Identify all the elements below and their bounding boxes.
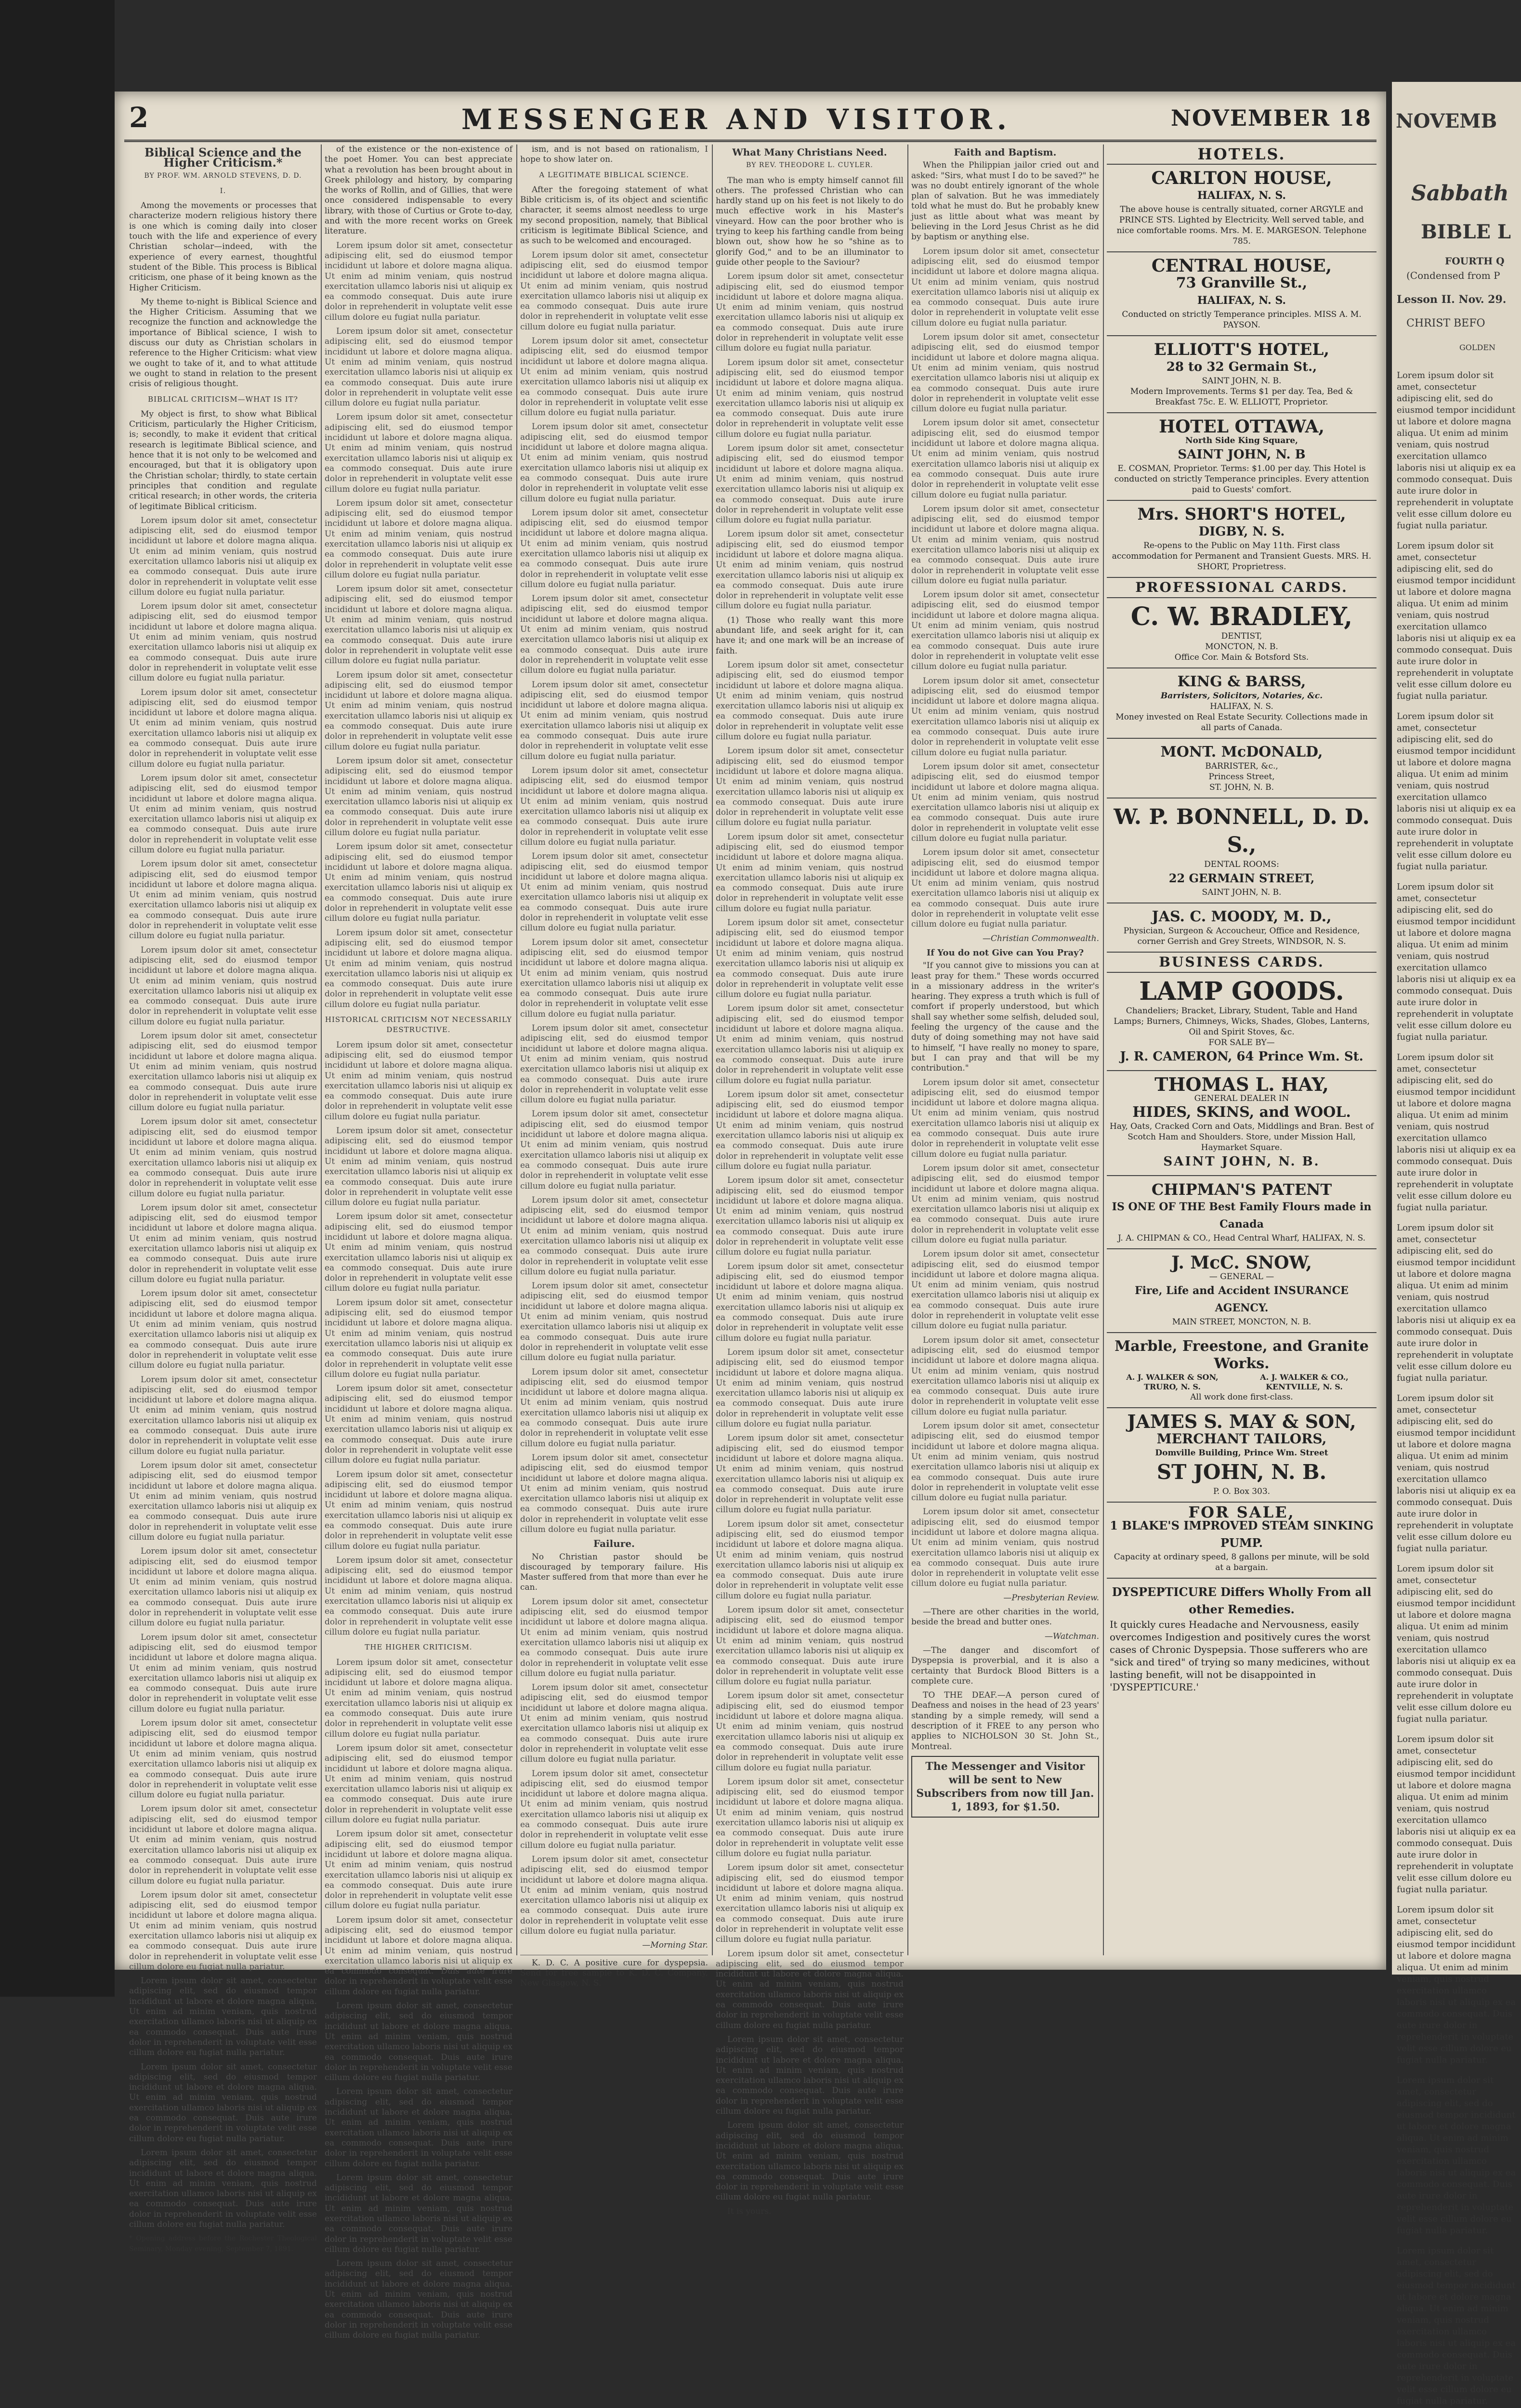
ad-subtitle: 1 BLAKE'S IMPROVED STEAM SINKING PUMP. xyxy=(1110,1518,1374,1550)
article-headline: Faith and Baptism. xyxy=(954,146,1057,158)
ad-address: 73 Granville St., xyxy=(1176,275,1308,291)
section-header: PROFESSIONAL CARDS. xyxy=(1135,579,1348,595)
column-rule xyxy=(516,144,517,1955)
ad-text: Hay, Oats, Cracked Corn and Oats, Middlings and Bran. Best of Scotch Ham and Shoulders. Store, under Mission Hall, Haymarket Square. xyxy=(1110,1122,1374,1152)
ad-title: W. P. BONNELL, D. D. S., xyxy=(1114,805,1370,857)
next-page-subheading: FOURTH Q xyxy=(1445,255,1505,267)
ad-locations xyxy=(1110,1373,1374,1392)
ad-title: LAMP GOODS. xyxy=(1139,977,1344,1006)
body-text: Lorem ipsum dolor sit amet, consectetur adipiscing elit, sed do eiusmod tempor incididunt ut labore et dolore magna aliqua. Ut enim ad minim veniam, quis nostrud exercitation ullamco laboris nisi ut aliquip ex ea commodo consequat. Duis aute irure dolor in reprehenderit in voluptate velit esse cillum dolore eu fugiat nulla pariatur. Lorem ipsum dolor sit amet, consectetur adipiscing elit, sed do eiusmod tempor incididunt ut labore et dolore magna aliqua. Ut enim ad minim veniam, quis nostrud exercitation ullamco laboris nisi ut aliquip ex ea commodo consequat. Duis aute irure dolor in reprehenderit in voluptate velit esse cillum dolore eu fugiat nulla pariatur. Lorem ipsum dolor sit amet, consectetur adipiscing elit, sed do eiusmod tempor incididunt ut labore et dolore magna aliqua. Ut enim ad minim veniam, quis nostrud exercitation ullamco laboris nisi ut aliquip ex ea commodo consequat. Duis aute irure dolor in reprehenderit in voluptate velit esse cillum dolore eu fugiat nulla pariatur. Lorem ipsum dolor sit amet, consectetur adipiscing elit, sed do eiusmod tempor incididunt ut labore et dolore magna aliqua. Ut enim ad minim veniam, quis nostrud exercitation ullamco laboris nisi ut aliquip ex ea commodo consequat. Duis aute irure dolor in reprehenderit in voluptate velit esse cillum dolore eu fugiat nulla pariatur. Lorem ipsum dolor sit amet, consectetur adipiscing elit, sed do eiusmod tempor incididunt ut labore et dolore magna aliqua. Ut enim ad minim veniam, quis nostrud exercitation ullamco laboris nisi ut aliquip ex ea commodo consequat. Duis aute irure dolor in reprehenderit in voluptate velit esse cillum dolore eu fugiat nulla pariatur. Lorem ipsum dolor sit amet, consectetur adipiscing elit, sed do eiusmod tempor incididunt ut labore et dolore magna aliqua. Ut enim ad minim veniam, quis nostrud exercitation ullamco laboris nisi ut aliquip ex ea commodo consequat. Duis aute irure dolor in reprehenderit in voluptate velit esse cillum dolore eu fugiat nulla pariatur. Lorem ipsum dolor sit amet, consectetur adipiscing elit, sed do eiusmod tempor incididunt ut labore et dolore magna aliqua. Ut enim ad minim veniam, quis nostrud exercitation ullamco laboris nisi ut aliquip ex ea commodo consequat. Duis aute irure dolor in reprehenderit in voluptate velit esse cillum dolore eu fugiat nulla pariatur. Lorem ipsum dolor sit amet, consectetur adipiscing elit, sed do eiusmod tempor incididunt ut labore et dolore magna aliqua. Ut enim ad minim veniam, quis nostrud exercitation ullamco laboris nisi ut aliquip ex ea commodo consequat. Duis aute irure dolor in reprehenderit in voluptate velit esse cillum dolore eu fugiat nulla pariatur. xyxy=(911,246,1099,929)
ad-wp-bonnell xyxy=(1107,798,1377,903)
ad-location: HALIFAX, N. S. xyxy=(1210,702,1273,711)
ad-subtitle: MERCHANT TAILORS, xyxy=(1156,1431,1327,1447)
issue-date: NOVEMBER 18 xyxy=(1170,105,1372,131)
next-page-header: NOVEMB xyxy=(1396,110,1497,132)
ad-address: 22 GERMAIN STREET, xyxy=(1168,871,1315,885)
ad-text: Re-opens to the Public on May 11th. First class accommodation for Permanent and Transient Guests. MRS. H. SHORT, Proprietress. xyxy=(1112,541,1372,572)
article-headline: Failure. xyxy=(593,1538,635,1550)
ad-location: MAIN STREET, MONCTON, N. B. xyxy=(1172,1317,1311,1327)
credit: —Morning Star. xyxy=(642,1940,708,1950)
paragraph: TO THE DEAF.—A person cured of Deafness and noises in the head of 23 years' standing by a simple remedy, will send a description of it FREE to any person who applies to NICHOLSON 30 St. John St., Montreal. xyxy=(911,1690,1099,1752)
paragraph: of the existence or the non-existence of the poet Homer. You can best appreciate what a revolution has been brought about in Greek philology and history, by comparing the works of Rollin, and of Gillies, that were once considered indispensable to every library, with those of Curtius or Grote to-day, and with the more recent works on Greek literature. xyxy=(325,144,512,236)
ad-title: Mrs. SHORT'S HOTEL, xyxy=(1137,505,1346,524)
ad-chipmans-patent xyxy=(1107,1176,1377,1249)
ad-text: It quickly cures Headache and Nervousness, easily overcomes Indigestion and positively cures the worst cases of Chronic Dyspepsia. Those sufferers who are "sick and tired" of trying so many medicines, without lasting benefit, will not be disappointed in 'DYSPEPTICURE.' xyxy=(1110,1619,1371,1693)
ad-hotel-ottawa xyxy=(1107,413,1377,501)
article-headline: What Many Christians Need. xyxy=(732,146,887,158)
paragraph: Among the movements or processes that characterize modern religious history there is one which is coming daily into closer touch with the life and experience of every Christian scholar—indeed, with the experience of every earnest, thoughtful student of the Bible. This process is Biblical criticism, one phase of it being known as the Higher Criticism. xyxy=(129,201,317,293)
ad-address: Domville Building, Prince Wm. Street xyxy=(1155,1448,1328,1458)
credit: —Watchman. xyxy=(1044,1631,1099,1641)
ad-elliotts-hotel xyxy=(1107,336,1377,413)
ad-lamp-goods xyxy=(1107,973,1377,1071)
ad-text: E. COSMAN, Proprietor. Terms: $1.00 per day. This Hotel is conducted on strictly Temperance principles. Every attention paid to Guests' comfort. xyxy=(1114,464,1369,495)
column-2 xyxy=(325,144,512,2341)
page-number: 2 xyxy=(129,101,149,134)
ad-title: JAMES S. MAY & SON, xyxy=(1127,1411,1356,1432)
column-rule xyxy=(907,144,908,1955)
body-text: Lorem ipsum dolor sit amet, consectetur adipiscing elit, sed do eiusmod tempor incididunt ut labore et dolore magna aliqua. Ut enim ad minim veniam, quis nostrud exercitation ullamco laboris nisi ut aliquip ex ea commodo consequat. Duis aute irure dolor in reprehenderit in voluptate velit esse cillum dolore eu fugiat nulla pariatur. Lorem ipsum dolor sit amet, consectetur adipiscing elit, sed do eiusmod tempor incididunt ut labore et dolore magna aliqua. Ut enim ad minim veniam, quis nostrud exercitation ullamco laboris nisi ut aliquip ex ea commodo consequat. Duis aute irure dolor in reprehenderit in voluptate velit esse cillum dolore eu fugiat nulla pariatur. Lorem ipsum dolor sit amet, consectetur adipiscing elit, sed do eiusmod tempor incididunt ut labore et dolore magna aliqua. Ut enim ad minim veniam, quis nostrud exercitation ullamco laboris nisi ut aliquip ex ea commodo consequat. Duis aute irure dolor in reprehenderit in voluptate velit esse cillum dolore eu fugiat nulla pariatur. Lorem ipsum dolor sit amet, consectetur adipiscing elit, sed do eiusmod tempor incididunt ut labore et dolore magna aliqua. Ut enim ad minim veniam, quis nostrud exercitation ullamco laboris nisi ut aliquip ex ea commodo consequat. Duis aute irure dolor in reprehenderit in voluptate velit esse cillum dolore eu fugiat nulla pariatur. Lorem ipsum dolor sit amet, consectetur adipiscing elit, sed do eiusmod tempor incididunt ut labore et dolore magna aliqua. Ut enim ad minim veniam, quis nostrud exercitation ullamco laboris nisi ut aliquip ex ea commodo consequat. Duis aute irure dolor in reprehenderit in voluptate velit esse cillum dolore eu fugiat nulla pariatur. Lorem ipsum dolor sit amet, consectetur adipiscing elit, sed do eiusmod tempor incididunt ut labore et dolore magna aliqua. Ut enim ad minim veniam, quis nostrud exercitation ullamco laboris nisi ut aliquip ex ea commodo consequat. Duis aute irure dolor in reprehenderit in voluptate velit esse cillum dolore eu fugiat nulla pariatur. Lorem ipsum dolor sit amet, consectetur adipiscing elit, sed do eiusmod tempor incididunt ut labore et dolore magna aliqua. Ut enim ad minim veniam, quis nostrud exercitation ullamco laboris nisi ut aliquip ex ea commodo consequat. Duis aute irure dolor in reprehenderit in voluptate velit esse cillum dolore eu fugiat nulla pariatur. Lorem ipsum dolor sit amet, consectetur adipiscing elit, sed do eiusmod tempor incididunt ut labore et dolore magna aliqua. Ut enim ad minim veniam, quis nostrud exercitation ullamco laboris nisi ut aliquip ex ea commodo consequat. Duis aute irure dolor in reprehenderit in voluptate velit esse cillum dolore eu fugiat nulla pariatur. Lorem ipsum dolor sit amet, consectetur adipiscing elit, sed do eiusmod tempor incididunt ut labore et dolore magna aliqua. Ut enim ad minim veniam, quis nostrud exercitation ullamco laboris nisi ut aliquip ex ea commodo consequat. Duis aute irure dolor in reprehenderit in voluptate velit esse cillum dolore eu fugiat nulla pariatur. xyxy=(325,240,512,1009)
next-page-text: Lorem ipsum dolor sit amet, consectetur adipiscing elit, sed do eiusmod tempor incididunt ut labore et dolore magna aliqua. Ut enim ad minim veniam, quis nostrud exercitation ullamco laboris nisi ut aliquip ex ea commodo consequat. Duis aute irure dolor in reprehenderit in voluptate velit esse cillum dolore eu fugiat nulla pariatur. Lorem ipsum dolor sit amet, consectetur adipiscing elit, sed do eiusmod tempor incididunt ut labore et dolore magna aliqua. Ut enim ad minim veniam, quis nostrud exercitation ullamco laboris nisi ut aliquip ex ea commodo consequat. Duis aute irure dolor in reprehenderit in voluptate velit esse cillum dolore eu fugiat nulla pariatur. Lorem ipsum dolor sit amet, consectetur adipiscing elit, sed do eiusmod tempor incididunt ut labore et dolore magna aliqua. Ut enim ad minim veniam, quis nostrud exercitation ullamco laboris nisi ut aliquip ex ea commodo consequat. Duis aute irure dolor in reprehenderit in voluptate velit esse cillum dolore eu fugiat nulla pariatur. Lorem ipsum dolor sit amet, consectetur adipiscing elit, sed do eiusmod tempor incididunt ut labore et dolore magna aliqua. Ut enim ad minim veniam, quis nostrud exercitation ullamco laboris nisi ut aliquip ex ea commodo consequat. Duis aute irure dolor in reprehenderit in voluptate velit esse cillum dolore eu fugiat nulla pariatur. Lorem ipsum dolor sit amet, consectetur adipiscing elit, sed do eiusmod tempor incididunt ut labore et dolore magna aliqua. Ut enim ad minim veniam, quis nostrud exercitation ullamco laboris nisi ut aliquip ex ea commodo consequat. Duis aute irure dolor in reprehenderit in voluptate velit esse cillum dolore eu fugiat nulla pariatur. Lorem ipsum dolor sit amet, consectetur adipiscing elit, sed do eiusmod tempor incididunt ut labore et dolore magna aliqua. Ut enim ad minim veniam, quis nostrud exercitation ullamco laboris nisi ut aliquip ex ea commodo consequat. Duis aute irure dolor in reprehenderit in voluptate velit esse cillum dolore eu fugiat nulla pariatur. Lorem ipsum dolor sit amet, consectetur adipiscing elit, sed do eiusmod tempor incididunt ut labore et dolore magna aliqua. Ut enim ad minim veniam, quis nostrud exercitation ullamco laboris nisi ut aliquip ex ea commodo consequat. Duis aute irure dolor in reprehenderit in voluptate velit esse cillum dolore eu fugiat nulla pariatur. Lorem ipsum dolor sit amet, consectetur adipiscing elit, sed do eiusmod tempor incididunt ut labore et dolore magna aliqua. Ut enim ad minim veniam, quis nostrud exercitation ullamco laboris nisi ut aliquip ex ea commodo consequat. Duis aute irure dolor in reprehenderit in voluptate velit esse cillum dolore eu fugiat nulla pariatur. Lorem ipsum dolor sit amet, consectetur adipiscing elit, sed do eiusmod tempor incididunt ut labore et dolore magna aliqua. Ut enim ad minim veniam, quis nostrud exercitation ullamco laboris nisi ut aliquip ex ea commodo consequat. Duis aute irure dolor in reprehenderit in voluptate velit esse cillum dolore eu fugiat nulla pariatur. Lorem ipsum dolor sit amet, consectetur adipiscing elit, sed do eiusmod tempor incididunt ut labore et dolore magna aliqua. Ut enim ad minim veniam, quis nostrud exercitation ullamco laboris nisi ut aliquip ex ea commodo consequat. Duis aute irure dolor in reprehenderit in voluptate velit esse cillum dolore eu fugiat nulla pariatur. Lorem ipsum dolor sit amet, consectetur adipiscing elit, sed do eiusmod tempor incididunt ut labore et dolore magna aliqua. Ut enim ad minim veniam, quis nostrud exercitation ullamco laboris nisi ut aliquip ex ea commodo consequat. Duis aute irure dolor in reprehenderit in voluptate velit esse cillum dolore eu fugiat nulla pariatur. Lorem ipsum dolor sit amet, consectetur adipiscing elit, sed do eiusmod tempor incididunt ut labore et dolore magna aliqua. Ut enim ad minim veniam, quis nostrud exercitation ullamco laboris nisi ut aliquip ex ea commodo consequat. Duis aute irure dolor in reprehenderit in voluptate velit esse cillum dolore eu fugiat nulla pariatur. xyxy=(1397,370,1516,2406)
ad-text: Fire, Life and Accident INSURANCE AGENCY. xyxy=(1135,1284,1349,1314)
column-5 xyxy=(911,144,1099,1955)
ad-cw-bradley xyxy=(1107,598,1377,668)
paragraph: When the Philippian jailor cried out and asked: "Sirs, what must I do to be saved?" he was no doubt entirely ignorant of the whole plan of salvation. But he was immediately told what he must do. But he probably knew just as little about what was meant by believing in the Lord Jesus Christ as he did by baptism or anything else. xyxy=(911,160,1099,242)
next-page-lesson: Lesson II. Nov. 29. xyxy=(1397,293,1507,306)
paragraph: —The danger and discomfort of Dyspepsia is proverbial, and it is also a certainty that Burdock Blood Bitters is a complete cure. xyxy=(911,1645,1099,1686)
paragraph: —There are other charities in the world, beside the bread and butter ones. xyxy=(911,1607,1099,1627)
ad-mont-mcdonald xyxy=(1107,739,1377,798)
column-ads xyxy=(1107,144,1377,1955)
masthead xyxy=(124,101,1377,142)
ad-location: SAINT JOHN, N. B xyxy=(1178,447,1306,462)
ad-james-may xyxy=(1107,1408,1377,1503)
section-header: HOTELS. xyxy=(1197,145,1286,163)
ad-location: MONCTON, N. B. xyxy=(1205,642,1278,652)
ad-title: KING & BARSS, xyxy=(1177,673,1306,690)
ad-location: SAINT JOHN, N. B. xyxy=(1202,376,1282,386)
newspaper-page xyxy=(115,92,1386,2341)
ad-subtitle: — GENERAL — xyxy=(1209,1272,1274,1282)
ad-subtitle: DENTAL ROOMS: xyxy=(1204,860,1279,869)
ad-central-house xyxy=(1107,252,1377,336)
ad-location: SAINT JOHN, N. B. xyxy=(1163,1154,1320,1169)
ad-title: DYSPEPTICURE Differs Wholly From all other Remedies. xyxy=(1112,1585,1372,1616)
ad-title: HOTEL OTTAWA, xyxy=(1159,417,1324,437)
paragraph: After the foregoing statement of what Bible criticism is, of its object and scientific character, it seems almost needless to urge my second proposition, namely, that Biblical criticism is legitimate Biblical Science, and as such to be welcomed and encouraged. xyxy=(520,184,708,246)
column-rule xyxy=(712,144,713,1955)
ad-title: Marble, Freestone, and Granite Works. xyxy=(1115,1338,1369,1372)
ad-location: ST JOHN, N. B. xyxy=(1156,1460,1327,1484)
column-rule xyxy=(1103,144,1104,1955)
ad-king-barss xyxy=(1107,668,1377,739)
body-text: Lorem ipsum dolor sit amet, consectetur adipiscing elit, sed do eiusmod tempor incididunt ut labore et dolore magna aliqua. Ut enim ad minim veniam, quis nostrud exercitation ullamco laboris nisi ut aliquip ex ea commodo consequat. Duis aute irure dolor in reprehenderit in voluptate velit esse cillum dolore eu fugiat nulla pariatur. Lorem ipsum dolor sit amet, consectetur adipiscing elit, sed do eiusmod tempor incididunt ut labore et dolore magna aliqua. Ut enim ad minim veniam, quis nostrud exercitation ullamco laboris nisi ut aliquip ex ea commodo consequat. Duis aute irure dolor in reprehenderit in voluptate velit esse cillum dolore eu fugiat nulla pariatur. Lorem ipsum dolor sit amet, consectetur adipiscing elit, sed do eiusmod tempor incididunt ut labore et dolore magna aliqua. Ut enim ad minim veniam, quis nostrud exercitation ullamco laboris nisi ut aliquip ex ea commodo consequat. Duis aute irure dolor in reprehenderit in voluptate velit esse cillum dolore eu fugiat nulla pariatur. Lorem ipsum dolor sit amet, consectetur adipiscing elit, sed do eiusmod tempor incididunt ut labore et dolore magna aliqua. Ut enim ad minim veniam, quis nostrud exercitation ullamco laboris nisi ut aliquip ex ea commodo consequat. Duis aute irure dolor in reprehenderit in voluptate velit esse cillum dolore eu fugiat nulla pariatur. Lorem ipsum dolor sit amet, consectetur adipiscing elit, sed do eiusmod tempor incididunt ut labore et dolore magna aliqua. Ut enim ad minim veniam, quis nostrud exercitation ullamco laboris nisi ut aliquip ex ea commodo consequat. Duis aute irure dolor in reprehenderit in voluptate velit esse cillum dolore eu fugiat nulla pariatur. Lorem ipsum dolor sit amet, consectetur adipiscing elit, sed do eiusmod tempor incididunt ut labore et dolore magna aliqua. Ut enim ad minim veniam, quis nostrud exercitation ullamco laboris nisi ut aliquip ex ea commodo consequat. Duis aute irure dolor in reprehenderit in voluptate velit esse cillum dolore eu fugiat nulla pariatur. Lorem ipsum dolor sit amet, consectetur adipiscing elit, sed do eiusmod tempor incididunt ut labore et dolore magna aliqua. Ut enim ad minim veniam, quis nostrud exercitation ullamco laboris nisi ut aliquip ex ea commodo consequat. Duis aute irure dolor in reprehenderit in voluptate velit esse cillum dolore eu fugiat nulla pariatur. Lorem ipsum dolor sit amet, consectetur adipiscing elit, sed do eiusmod tempor incididunt ut labore et dolore magna aliqua. Ut enim ad minim veniam, quis nostrud exercitation ullamco laboris nisi ut aliquip ex ea commodo consequat. Duis aute irure dolor in reprehenderit in voluptate velit esse cillum dolore eu fugiat nulla pariatur. Lorem ipsum dolor sit amet, consectetur adipiscing elit, sed do eiusmod tempor incididunt ut labore et dolore magna aliqua. Ut enim ad minim veniam, quis nostrud exercitation ullamco laboris nisi ut aliquip ex ea commodo consequat. Duis aute irure dolor in reprehenderit in voluptate velit esse cillum dolore eu fugiat nulla pariatur. Lorem ipsum dolor sit amet, consectetur adipiscing elit, sed do eiusmod tempor incididunt ut labore et dolore magna aliqua. Ut enim ad minim veniam, quis nostrud exercitation ullamco laboris nisi ut aliquip ex ea commodo consequat. Duis aute irure dolor in reprehenderit in voluptate velit esse cillum dolore eu fugiat nulla pariatur. Lorem ipsum dolor sit amet, consectetur adipiscing elit, sed do eiusmod tempor incididunt ut labore et dolore magna aliqua. Ut enim ad minim veniam, quis nostrud exercitation ullamco laboris nisi ut aliquip ex ea commodo consequat. Duis aute irure dolor in reprehenderit in voluptate velit esse cillum dolore eu fugiat nulla pariatur. Lorem ipsum dolor sit amet, consectetur adipiscing elit, sed do eiusmod tempor incididunt ut labore et dolore magna aliqua. Ut enim ad minim veniam, quis nostrud exercitation ullamco laboris nisi ut aliquip ex ea commodo consequat. Duis aute irure dolor in reprehenderit in voluptate velit esse cillum dolore eu fugiat nulla pariatur. Lorem ipsum dolor sit amet, consectetur adipiscing elit, sed do eiusmod tempor incididunt ut labore et dolore magna aliqua. Ut enim ad minim veniam, quis nostrud exercitation ullamco laboris nisi ut aliquip ex ea commodo consequat. Duis aute irure dolor in reprehenderit in voluptate velit esse cillum dolore eu fugiat nulla pariatur. Lorem ipsum dolor sit amet, consectetur adipiscing elit, sed do eiusmod tempor incididunt ut labore et dolore magna aliqua. Ut enim ad minim veniam, quis nostrud exercitation ullamco laboris nisi ut aliquip ex ea commodo consequat. Duis aute irure dolor in reprehenderit in voluptate velit esse cillum dolore eu fugiat nulla pariatur. Lorem ipsum dolor sit amet, consectetur adipiscing elit, sed do eiusmod tempor incididunt ut labore et dolore magna aliqua. Ut enim ad minim veniam, quis nostrud exercitation ullamco laboris nisi ut aliquip ex ea commodo consequat. Duis aute irure dolor in reprehenderit in voluptate velit esse cillum dolore eu fugiat nulla pariatur. Lorem ipsum dolor sit amet, consectetur adipiscing elit, sed do eiusmod tempor incididunt ut labore et dolore magna aliqua. Ut enim ad minim veniam, quis nostrud exercitation ullamco laboris nisi ut aliquip ex ea commodo consequat. Duis aute irure dolor in reprehenderit in voluptate velit esse cillum dolore eu fugiat nulla pariatur. Lorem ipsum dolor sit amet, consectetur adipiscing elit, sed do eiusmod tempor incididunt ut labore et dolore magna aliqua. Ut enim ad minim veniam, quis nostrud exercitation ullamco laboris nisi ut aliquip ex ea commodo consequat. Duis aute irure dolor in reprehenderit in voluptate velit esse cillum dolore eu fugiat nulla pariatur. Lorem ipsum dolor sit amet, consectetur adipiscing elit, sed do eiusmod tempor incididunt ut labore et dolore magna aliqua. Ut enim ad minim veniam, quis nostrud exercitation ullamco laboris nisi ut aliquip ex ea commodo consequat. Duis aute irure dolor in reprehenderit in voluptate velit esse cillum dolore eu fugiat nulla pariatur. Lorem ipsum dolor sit amet, consectetur adipiscing elit, sed do eiusmod tempor incididunt ut labore et dolore magna aliqua. Ut enim ad minim veniam, quis nostrud exercitation ullamco laboris nisi ut aliquip ex ea commodo consequat. Duis aute irure dolor in reprehenderit in voluptate velit esse cillum dolore eu fugiat nulla pariatur. Lorem ipsum dolor sit amet, consectetur adipiscing elit, sed do eiusmod tempor incididunt ut labore et dolore magna aliqua. Ut enim ad minim veniam, quis nostrud exercitation ullamco laboris nisi ut aliquip ex ea commodo consequat. Duis aute irure dolor in reprehenderit in voluptate velit esse cillum dolore eu fugiat nulla pariatur. xyxy=(129,515,317,2229)
ad-title: MONT. McDONALD, xyxy=(1160,744,1323,760)
article-headline: Biblical Science and the Higher Criticism.* xyxy=(144,145,302,170)
ad-text: All work done first-class. xyxy=(1190,1392,1293,1402)
article-byline: BY REV. THEODORE L. CUYLER. xyxy=(746,161,873,170)
subscription-promo: The Messenger and Visitor will be sent to New Subscribers from now till Jan. 1, 1893, for $1.50. xyxy=(911,1756,1099,1818)
ad-text: FOR SALE BY— xyxy=(1208,1038,1275,1047)
next-page-lesson-title: CHRIST BEFO xyxy=(1406,317,1485,329)
body-text: Lorem ipsum dolor sit amet, consectetur adipiscing elit, sed do eiusmod tempor incididunt ut labore et dolore magna aliqua. Ut enim ad minim veniam, quis nostrud exercitation ullamco laboris nisi ut aliquip ex ea commodo consequat. Duis aute irure dolor in reprehenderit in voluptate velit esse cillum dolore eu fugiat nulla pariatur. Lorem ipsum dolor sit amet, consectetur adipiscing elit, sed do eiusmod tempor incididunt ut labore et dolore magna aliqua. Ut enim ad minim veniam, quis nostrud exercitation ullamco laboris nisi ut aliquip ex ea commodo consequat. Duis aute irure dolor in reprehenderit in voluptate velit esse cillum dolore eu fugiat nulla pariatur. Lorem ipsum dolor sit amet, consectetur adipiscing elit, sed do eiusmod tempor incididunt ut labore et dolore magna aliqua. Ut enim ad minim veniam, quis nostrud exercitation ullamco laboris nisi ut aliquip ex ea commodo consequat. Duis aute irure dolor in reprehenderit in voluptate velit esse cillum dolore eu fugiat nulla pariatur. Lorem ipsum dolor sit amet, consectetur adipiscing elit, sed do eiusmod tempor incididunt ut labore et dolore magna aliqua. Ut enim ad minim veniam, quis nostrud exercitation ullamco laboris nisi ut aliquip ex ea commodo consequat. Duis aute irure dolor in reprehenderit in voluptate velit esse cillum dolore eu fugiat nulla pariatur. Lorem ipsum dolor sit amet, consectetur adipiscing elit, sed do eiusmod tempor incididunt ut labore et dolore magna aliqua. Ut enim ad minim veniam, quis nostrud exercitation ullamco laboris nisi ut aliquip ex ea commodo consequat. Duis aute irure dolor in reprehenderit in voluptate velit esse cillum dolore eu fugiat nulla pariatur. Lorem ipsum dolor sit amet, consectetur adipiscing elit, sed do eiusmod tempor incididunt ut labore et dolore magna aliqua. Ut enim ad minim veniam, quis nostrud exercitation ullamco laboris nisi ut aliquip ex ea commodo consequat. Duis aute irure dolor in reprehenderit in voluptate velit esse cillum dolore eu fugiat nulla pariatur. Lorem ipsum dolor sit amet, consectetur adipiscing elit, sed do eiusmod tempor incididunt ut labore et dolore magna aliqua. Ut enim ad minim veniam, quis nostrud exercitation ullamco laboris nisi ut aliquip ex ea commodo consequat. Duis aute irure dolor in reprehenderit in voluptate velit esse cillum dolore eu fugiat nulla pariatur. Lorem ipsum dolor sit amet, consectetur adipiscing elit, sed do eiusmod tempor incididunt ut labore et dolore magna aliqua. Ut enim ad minim veniam, quis nostrud exercitation ullamco laboris nisi ut aliquip ex ea commodo consequat. Duis aute irure dolor in reprehenderit in voluptate velit esse cillum dolore eu fugiat nulla pariatur. xyxy=(325,1657,512,2341)
credit: —Christian Commonwealth. xyxy=(982,933,1099,943)
book-spine-edge xyxy=(0,0,115,1997)
paragraph: My theme to-night is Biblical Science and the Higher Criticism. Assuming that we recognize the function and acknowledge the importance of Biblical science, I wish to discuss our duty as Christian scholars in reference to the Higher Criticism: what view we ought to take of it, and to what attitude we ought to stand in relation to the present crisis of religious thought. xyxy=(129,297,317,389)
ad-address: North Side King Square, xyxy=(1185,436,1298,445)
ad-title: CARLTON HOUSE, xyxy=(1151,168,1332,188)
next-page-golden: GOLDEN xyxy=(1459,343,1496,352)
subheading: A LEGITIMATE BIBLICAL SCIENCE. xyxy=(539,170,689,179)
ad-title: FOR SALE, xyxy=(1188,1503,1295,1521)
paragraph: "If you cannot give to missions you can at least pray for them." These words occurred in a missionary address in the writer's hearing. They express a truth which is full of comfort if properly understood, but which shall say whether some selfish, deluded soul, feeling the urgency of the cause and the duty of doing something may not have said to himself, "I have really no money to spare, but I can pray and that will be my contribution." xyxy=(911,961,1099,1073)
ad-title: CENTRAL HOUSE, xyxy=(1151,256,1332,276)
ad-location: HALIFAX, N. S. xyxy=(1197,294,1286,307)
ad-location: ST. JOHN, N. B. xyxy=(1209,783,1274,792)
subheading: BIBLICAL CRITICISM—WHAT IS IT? xyxy=(148,394,298,404)
body-text: Lorem ipsum dolor sit amet, consectetur adipiscing elit, sed do eiusmod tempor incididunt ut labore et dolore magna aliqua. Ut enim ad minim veniam, quis nostrud exercitation ullamco laboris nisi ut aliquip ex ea commodo consequat. Duis aute irure dolor in reprehenderit in voluptate velit esse cillum dolore eu fugiat nulla pariatur. Lorem ipsum dolor sit amet, consectetur adipiscing elit, sed do eiusmod tempor incididunt ut labore et dolore magna aliqua. Ut enim ad minim veniam, quis nostrud exercitation ullamco laboris nisi ut aliquip ex ea commodo consequat. Duis aute irure dolor in reprehenderit in voluptate velit esse cillum dolore eu fugiat nulla pariatur. Lorem ipsum dolor sit amet, consectetur adipiscing elit, sed do eiusmod tempor incididunt ut labore et dolore magna aliqua. Ut enim ad minim veniam, quis nostrud exercitation ullamco laboris nisi ut aliquip ex ea commodo consequat. Duis aute irure dolor in reprehenderit in voluptate velit esse cillum dolore eu fugiat nulla pariatur. Lorem ipsum dolor sit amet, consectetur adipiscing elit, sed do eiusmod tempor incididunt ut labore et dolore magna aliqua. Ut enim ad minim veniam, quis nostrud exercitation ullamco laboris nisi ut aliquip ex ea commodo consequat. Duis aute irure dolor in reprehenderit in voluptate velit esse cillum dolore eu fugiat nulla pariatur. xyxy=(520,1597,708,1936)
ad-dyspepticure xyxy=(1107,1579,1377,1698)
ad-jas-moody xyxy=(1107,903,1377,953)
ad-location: HALIFAX, N. S. xyxy=(1197,189,1286,202)
ad-text: P. O. Box 303. xyxy=(1213,1487,1271,1496)
ad-title: THOMAS L. HAY, xyxy=(1154,1073,1329,1095)
next-page-section: Sabbath xyxy=(1411,181,1509,206)
column-rule xyxy=(321,144,322,1955)
ad-text: Conducted on strictly Temperance principles. MISS A. M. PAYSON. xyxy=(1122,310,1362,330)
body-text: Lorem ipsum dolor sit amet, consectetur adipiscing elit, sed do eiusmod tempor incididunt ut labore et dolore magna aliqua. Ut enim ad minim veniam, quis nostrud exercitation ullamco laboris nisi ut aliquip ex ea commodo consequat. Duis aute irure dolor in reprehenderit in voluptate velit esse cillum dolore eu fugiat nulla pariatur. Lorem ipsum dolor sit amet, consectetur adipiscing elit, sed do eiusmod tempor incididunt ut labore et dolore magna aliqua. Ut enim ad minim veniam, quis nostrud exercitation ullamco laboris nisi ut aliquip ex ea commodo consequat. Duis aute irure dolor in reprehenderit in voluptate velit esse cillum dolore eu fugiat nulla pariatur. Lorem ipsum dolor sit amet, consectetur adipiscing elit, sed do eiusmod tempor incididunt ut labore et dolore magna aliqua. Ut enim ad minim veniam, quis nostrud exercitation ullamco laboris nisi ut aliquip ex ea commodo consequat. Duis aute irure dolor in reprehenderit in voluptate velit esse cillum dolore eu fugiat nulla pariatur. Lorem ipsum dolor sit amet, consectetur adipiscing elit, sed do eiusmod tempor incididunt ut labore et dolore magna aliqua. Ut enim ad minim veniam, quis nostrud exercitation ullamco laboris nisi ut aliquip ex ea commodo consequat. Duis aute irure dolor in reprehenderit in voluptate velit esse cillum dolore eu fugiat nulla pariatur. Lorem ipsum dolor sit amet, consectetur adipiscing elit, sed do eiusmod tempor incididunt ut labore et dolore magna aliqua. Ut enim ad minim veniam, quis nostrud exercitation ullamco laboris nisi ut aliquip ex ea commodo consequat. Duis aute irure dolor in reprehenderit in voluptate velit esse cillum dolore eu fugiat nulla pariatur. Lorem ipsum dolor sit amet, consectetur adipiscing elit, sed do eiusmod tempor incididunt ut labore et dolore magna aliqua. Ut enim ad minim veniam, quis nostrud exercitation ullamco laboris nisi ut aliquip ex ea commodo consequat. Duis aute irure dolor in reprehenderit in voluptate velit esse cillum dolore eu fugiat nulla pariatur. Lorem ipsum dolor sit amet, consectetur adipiscing elit, sed do eiusmod tempor incididunt ut labore et dolore magna aliqua. Ut enim ad minim veniam, quis nostrud exercitation ullamco laboris nisi ut aliquip ex ea commodo consequat. Duis aute irure dolor in reprehenderit in voluptate velit esse cillum dolore eu fugiat nulla pariatur. Lorem ipsum dolor sit amet, consectetur adipiscing elit, sed do eiusmod tempor incididunt ut labore et dolore magna aliqua. Ut enim ad minim veniam, quis nostrud exercitation ullamco laboris nisi ut aliquip ex ea commodo consequat. Duis aute irure dolor in reprehenderit in voluptate velit esse cillum dolore eu fugiat nulla pariatur. Lorem ipsum dolor sit amet, consectetur adipiscing elit, sed do eiusmod tempor incididunt ut labore et dolore magna aliqua. Ut enim ad minim veniam, quis nostrud exercitation ullamco laboris nisi ut aliquip ex ea commodo consequat. Duis aute irure dolor in reprehenderit in voluptate velit esse cillum dolore eu fugiat nulla pariatur. Lorem ipsum dolor sit amet, consectetur adipiscing elit, sed do eiusmod tempor incididunt ut labore et dolore magna aliqua. Ut enim ad minim veniam, quis nostrud exercitation ullamco laboris nisi ut aliquip ex ea commodo consequat. Duis aute irure dolor in reprehenderit in voluptate velit esse cillum dolore eu fugiat nulla pariatur. Lorem ipsum dolor sit amet, consectetur adipiscing elit, sed do eiusmod tempor incididunt ut labore et dolore magna aliqua. Ut enim ad minim veniam, quis nostrud exercitation ullamco laboris nisi ut aliquip ex ea commodo consequat. Duis aute irure dolor in reprehenderit in voluptate velit esse cillum dolore eu fugiat nulla pariatur. Lorem ipsum dolor sit amet, consectetur adipiscing elit, sed do eiusmod tempor incididunt ut labore et dolore magna aliqua. Ut enim ad minim veniam, quis nostrud exercitation ullamco laboris nisi ut aliquip ex ea commodo consequat. Duis aute irure dolor in reprehenderit in voluptate velit esse cillum dolore eu fugiat nulla pariatur. Lorem ipsum dolor sit amet, consectetur adipiscing elit, sed do eiusmod tempor incididunt ut labore et dolore magna aliqua. Ut enim ad minim veniam, quis nostrud exercitation ullamco laboris nisi ut aliquip ex ea commodo consequat. Duis aute irure dolor in reprehenderit in voluptate velit esse cillum dolore eu fugiat nulla pariatur. Lorem ipsum dolor sit amet, consectetur adipiscing elit, sed do eiusmod tempor incididunt ut labore et dolore magna aliqua. Ut enim ad minim veniam, quis nostrud exercitation ullamco laboris nisi ut aliquip ex ea commodo consequat. Duis aute irure dolor in reprehenderit in voluptate velit esse cillum dolore eu fugiat nulla pariatur. Lorem ipsum dolor sit amet, consectetur adipiscing elit, sed do eiusmod tempor incididunt ut labore et dolore magna aliqua. Ut enim ad minim veniam, quis nostrud exercitation ullamco laboris nisi ut aliquip ex ea commodo consequat. Duis aute irure dolor in reprehenderit in voluptate velit esse cillum dolore eu fugiat nulla pariatur. xyxy=(520,250,708,1534)
article-byline: BY PROF. WM. ARNOLD STEVENS, D. D. xyxy=(144,171,302,180)
subheading: HISTORICAL CRITICISM NOT NECESSARILY DESTRUCTIVE. xyxy=(325,1015,512,1034)
ad-text: Modern Improvements. Terms $1 per day. Tea, Bed & Breakfast 75c. E. W. ELLIOTT, Proprietor. xyxy=(1130,387,1353,407)
column-4 xyxy=(716,144,904,2216)
ad-seller: J. A. CHIPMAN & CO., Head Central Wharf, HALIFAX, N. S. xyxy=(1117,1233,1366,1243)
ad-marble-works xyxy=(1107,1333,1377,1408)
ad-text: Physician, Surgeon & Accoucheur, Office and Residence, corner Gerrish and Grey Streets, WINDSOR, N. S. xyxy=(1123,926,1360,946)
next-page-heading: BIBLE L xyxy=(1421,221,1511,243)
body-text: Lorem ipsum dolor sit amet, consectetur adipiscing elit, sed do eiusmod tempor incididunt ut labore et dolore magna aliqua. Ut enim ad minim veniam, quis nostrud exercitation ullamco laboris nisi ut aliquip ex ea commodo consequat. Duis aute irure dolor in reprehenderit in voluptate velit esse cillum dolore eu fugiat nulla pariatur. Lorem ipsum dolor sit amet, consectetur adipiscing elit, sed do eiusmod tempor incididunt ut labore et dolore magna aliqua. Ut enim ad minim veniam, quis nostrud exercitation ullamco laboris nisi ut aliquip ex ea commodo consequat. Duis aute irure dolor in reprehenderit in voluptate velit esse cillum dolore eu fugiat nulla pariatur. Lorem ipsum dolor sit amet, consectetur adipiscing elit, sed do eiusmod tempor incididunt ut labore et dolore magna aliqua. Ut enim ad minim veniam, quis nostrud exercitation ullamco laboris nisi ut aliquip ex ea commodo consequat. Duis aute irure dolor in reprehenderit in voluptate velit esse cillum dolore eu fugiat nulla pariatur. Lorem ipsum dolor sit amet, consectetur adipiscing elit, sed do eiusmod tempor incididunt ut labore et dolore magna aliqua. Ut enim ad minim veniam, quis nostrud exercitation ullamco laboris nisi ut aliquip ex ea commodo consequat. Duis aute irure dolor in reprehenderit in voluptate velit esse cillum dolore eu fugiat nulla pariatur. xyxy=(716,272,904,611)
paragraph-end: It is yours. xyxy=(727,2206,772,2216)
ad-title: CHIPMAN'S PATENT xyxy=(1151,1180,1332,1199)
professional-cards-section xyxy=(1107,578,1377,598)
section-header: BUSINESS CARDS. xyxy=(1159,954,1324,970)
ad-seller: J. R. CAMERON, 64 Prince Wm. St. xyxy=(1120,1049,1364,1064)
ad-subtitle: GENERAL DEALER IN xyxy=(1194,1094,1289,1103)
ad-title: J. McC. SNOW, xyxy=(1171,1253,1312,1273)
newspaper-title: MESSENGER AND VISITOR. xyxy=(461,103,1011,136)
ad-carlton-house xyxy=(1107,165,1377,252)
ad-text: Chandeliers; Bracket, Library, Student, Table and Hand Lamps; Burners, Chimneys, Wicks, Shades, Globes, Lanterns, Oil and Spirit Stoves, &c. xyxy=(1114,1006,1370,1037)
ad-subtitle: DENTIST, xyxy=(1221,631,1262,641)
article-headline: If You do not Give can You Pray? xyxy=(926,947,1084,958)
ad-steam-pump xyxy=(1107,1503,1377,1579)
ad-address: Office Cor. Main & Botsford Sts. xyxy=(1174,653,1309,662)
business-cards-section xyxy=(1107,953,1377,973)
section-number: I. xyxy=(220,186,226,195)
ad-mrs-shorts-hotel xyxy=(1107,501,1377,578)
ad-location: DIGBY, N. S. xyxy=(1198,524,1285,539)
ad-subtitle: BARRISTER, &c., xyxy=(1205,761,1278,771)
body-text: Lorem ipsum dolor sit amet, consectetur adipiscing elit, sed do eiusmod tempor incididunt ut labore et dolore magna aliqua. Ut enim ad minim veniam, quis nostrud exercitation ullamco laboris nisi ut aliquip ex ea commodo consequat. Duis aute irure dolor in reprehenderit in voluptate velit esse cillum dolore eu fugiat nulla pariatur. Lorem ipsum dolor sit amet, consectetur adipiscing elit, sed do eiusmod tempor incididunt ut labore et dolore magna aliqua. Ut enim ad minim veniam, quis nostrud exercitation ullamco laboris nisi ut aliquip ex ea commodo consequat. Duis aute irure dolor in reprehenderit in voluptate velit esse cillum dolore eu fugiat nulla pariatur. Lorem ipsum dolor sit amet, consectetur adipiscing elit, sed do eiusmod tempor incididunt ut labore et dolore magna aliqua. Ut enim ad minim veniam, quis nostrud exercitation ullamco laboris nisi ut aliquip ex ea commodo consequat. Duis aute irure dolor in reprehenderit in voluptate velit esse cillum dolore eu fugiat nulla pariatur. Lorem ipsum dolor sit amet, consectetur adipiscing elit, sed do eiusmod tempor incididunt ut labore et dolore magna aliqua. Ut enim ad minim veniam, quis nostrud exercitation ullamco laboris nisi ut aliquip ex ea commodo consequat. Duis aute irure dolor in reprehenderit in voluptate velit esse cillum dolore eu fugiat nulla pariatur. Lorem ipsum dolor sit amet, consectetur adipiscing elit, sed do eiusmod tempor incididunt ut labore et dolore magna aliqua. Ut enim ad minim veniam, quis nostrud exercitation ullamco laboris nisi ut aliquip ex ea commodo consequat. Duis aute irure dolor in reprehenderit in voluptate velit esse cillum dolore eu fugiat nulla pariatur. Lorem ipsum dolor sit amet, consectetur adipiscing elit, sed do eiusmod tempor incididunt ut labore et dolore magna aliqua. Ut enim ad minim veniam, quis nostrud exercitation ullamco laboris nisi ut aliquip ex ea commodo consequat. Duis aute irure dolor in reprehenderit in voluptate velit esse cillum dolore eu fugiat nulla pariatur. Lorem ipsum dolor sit amet, consectetur adipiscing elit, sed do eiusmod tempor incididunt ut labore et dolore magna aliqua. Ut enim ad minim veniam, quis nostrud exercitation ullamco laboris nisi ut aliquip ex ea commodo consequat. Duis aute irure dolor in reprehenderit in voluptate velit esse cillum dolore eu fugiat nulla pariatur. xyxy=(325,1040,512,1637)
subheading: THE HIGHER CRITICISM. xyxy=(365,1643,472,1652)
ad-title: ELLIOTT'S HOTEL, xyxy=(1154,340,1330,359)
body-text: Lorem ipsum dolor sit amet, consectetur adipiscing elit, sed do eiusmod tempor incididunt ut labore et dolore magna aliqua. Ut enim ad minim veniam, quis nostrud exercitation ullamco laboris nisi ut aliquip ex ea commodo consequat. Duis aute irure dolor in reprehenderit in voluptate velit esse cillum dolore eu fugiat nulla pariatur. Lorem ipsum dolor sit amet, consectetur adipiscing elit, sed do eiusmod tempor incididunt ut labore et dolore magna aliqua. Ut enim ad minim veniam, quis nostrud exercitation ullamco laboris nisi ut aliquip ex ea commodo consequat. Duis aute irure dolor in reprehenderit in voluptate velit esse cillum dolore eu fugiat nulla pariatur. Lorem ipsum dolor sit amet, consectetur adipiscing elit, sed do eiusmod tempor incididunt ut labore et dolore magna aliqua. Ut enim ad minim veniam, quis nostrud exercitation ullamco laboris nisi ut aliquip ex ea commodo consequat. Duis aute irure dolor in reprehenderit in voluptate velit esse cillum dolore eu fugiat nulla pariatur. Lorem ipsum dolor sit amet, consectetur adipiscing elit, sed do eiusmod tempor incididunt ut labore et dolore magna aliqua. Ut enim ad minim veniam, quis nostrud exercitation ullamco laboris nisi ut aliquip ex ea commodo consequat. Duis aute irure dolor in reprehenderit in voluptate velit esse cillum dolore eu fugiat nulla pariatur. Lorem ipsum dolor sit amet, consectetur adipiscing elit, sed do eiusmod tempor incididunt ut labore et dolore magna aliqua. Ut enim ad minim veniam, quis nostrud exercitation ullamco laboris nisi ut aliquip ex ea commodo consequat. Duis aute irure dolor in reprehenderit in voluptate velit esse cillum dolore eu fugiat nulla pariatur. Lorem ipsum dolor sit amet, consectetur adipiscing elit, sed do eiusmod tempor incididunt ut labore et dolore magna aliqua. Ut enim ad minim veniam, quis nostrud exercitation ullamco laboris nisi ut aliquip ex ea commodo consequat. Duis aute irure dolor in reprehenderit in voluptate velit esse cillum dolore eu fugiat nulla pariatur. xyxy=(911,1077,1099,1589)
ad-goods: HIDES, SKINS, and WOOL. xyxy=(1132,1104,1351,1121)
ad-thomas-hay xyxy=(1107,1071,1377,1176)
advert-kdc: K. D. C. A positive cure for dyspepsia. Send for free sample to K. D. C. Company, New Glasgow, N. S. xyxy=(520,1955,708,1989)
ad-text: Capacity at ordinary speed, 8 gallons per minute, will be sold at a bargain. xyxy=(1114,1552,1370,1572)
paragraph: (1) Those who really want this more abundant life, and seek aright for it, can have it; and one mark will be an increase of faith. xyxy=(716,615,904,656)
hotels-section xyxy=(1107,144,1377,165)
footnote: * Opening address before the Rochester Theological Seminary, Monday evening, September 7, 1891. xyxy=(129,2235,317,2253)
body-text: Lorem ipsum dolor sit amet, consectetur adipiscing elit, sed do eiusmod tempor incididunt ut labore et dolore magna aliqua. Ut enim ad minim veniam, quis nostrud exercitation ullamco laboris nisi ut aliquip ex ea commodo consequat. Duis aute irure dolor in reprehenderit in voluptate velit esse cillum dolore eu fugiat nulla pariatur. Lorem ipsum dolor sit amet, consectetur adipiscing elit, sed do eiusmod tempor incididunt ut labore et dolore magna aliqua. Ut enim ad minim veniam, quis nostrud exercitation ullamco laboris nisi ut aliquip ex ea commodo consequat. Duis aute irure dolor in reprehenderit in voluptate velit esse cillum dolore eu fugiat nulla pariatur. Lorem ipsum dolor sit amet, consectetur adipiscing elit, sed do eiusmod tempor incididunt ut labore et dolore magna aliqua. Ut enim ad minim veniam, quis nostrud exercitation ullamco laboris nisi ut aliquip ex ea commodo consequat. Duis aute irure dolor in reprehenderit in voluptate velit esse cillum dolore eu fugiat nulla pariatur. Lorem ipsum dolor sit amet, consectetur adipiscing elit, sed do eiusmod tempor incididunt ut labore et dolore magna aliqua. Ut enim ad minim veniam, quis nostrud exercitation ullamco laboris nisi ut aliquip ex ea commodo consequat. Duis aute irure dolor in reprehenderit in voluptate velit esse cillum dolore eu fugiat nulla pariatur. Lorem ipsum dolor sit amet, consectetur adipiscing elit, sed do eiusmod tempor incididunt ut labore et dolore magna aliqua. Ut enim ad minim veniam, quis nostrud exercitation ullamco laboris nisi ut aliquip ex ea commodo consequat. Duis aute irure dolor in reprehenderit in voluptate velit esse cillum dolore eu fugiat nulla pariatur. Lorem ipsum dolor sit amet, consectetur adipiscing elit, sed do eiusmod tempor incididunt ut labore et dolore magna aliqua. Ut enim ad minim veniam, quis nostrud exercitation ullamco laboris nisi ut aliquip ex ea commodo consequat. Duis aute irure dolor in reprehenderit in voluptate velit esse cillum dolore eu fugiat nulla pariatur. Lorem ipsum dolor sit amet, consectetur adipiscing elit, sed do eiusmod tempor incididunt ut labore et dolore magna aliqua. Ut enim ad minim veniam, quis nostrud exercitation ullamco laboris nisi ut aliquip ex ea commodo consequat. Duis aute irure dolor in reprehenderit in voluptate velit esse cillum dolore eu fugiat nulla pariatur. Lorem ipsum dolor sit amet, consectetur adipiscing elit, sed do eiusmod tempor incididunt ut labore et dolore magna aliqua. Ut enim ad minim veniam, quis nostrud exercitation ullamco laboris nisi ut aliquip ex ea commodo consequat. Duis aute irure dolor in reprehenderit in voluptate velit esse cillum dolore eu fugiat nulla pariatur. Lorem ipsum dolor sit amet, consectetur adipiscing elit, sed do eiusmod tempor incididunt ut labore et dolore magna aliqua. Ut enim ad minim veniam, quis nostrud exercitation ullamco laboris nisi ut aliquip ex ea commodo consequat. Duis aute irure dolor in reprehenderit in voluptate velit esse cillum dolore eu fugiat nulla pariatur. Lorem ipsum dolor sit amet, consectetur adipiscing elit, sed do eiusmod tempor incididunt ut labore et dolore magna aliqua. Ut enim ad minim veniam, quis nostrud exercitation ullamco laboris nisi ut aliquip ex ea commodo consequat. Duis aute irure dolor in reprehenderit in voluptate velit esse cillum dolore eu fugiat nulla pariatur. Lorem ipsum dolor sit amet, consectetur adipiscing elit, sed do eiusmod tempor incididunt ut labore et dolore magna aliqua. Ut enim ad minim veniam, quis nostrud exercitation ullamco laboris nisi ut aliquip ex ea commodo consequat. Duis aute irure dolor in reprehenderit in voluptate velit esse cillum dolore eu fugiat nulla pariatur. Lorem ipsum dolor sit amet, consectetur adipiscing elit, sed do eiusmod tempor incididunt ut labore et dolore magna aliqua. Ut enim ad minim veniam, quis nostrud exercitation ullamco laboris nisi ut aliquip ex ea commodo consequat. Duis aute irure dolor in reprehenderit in voluptate velit esse cillum dolore eu fugiat nulla pariatur. Lorem ipsum dolor sit amet, consectetur adipiscing elit, sed do eiusmod tempor incididunt ut labore et dolore magna aliqua. Ut enim ad minim veniam, quis nostrud exercitation ullamco laboris nisi ut aliquip ex ea commodo consequat. Duis aute irure dolor in reprehenderit in voluptate velit esse cillum dolore eu fugiat nulla pariatur. Lorem ipsum dolor sit amet, consectetur adipiscing elit, sed do eiusmod tempor incididunt ut labore et dolore magna aliqua. Ut enim ad minim veniam, quis nostrud exercitation ullamco laboris nisi ut aliquip ex ea commodo consequat. Duis aute irure dolor in reprehenderit in voluptate velit esse cillum dolore eu fugiat nulla pariatur. Lorem ipsum dolor sit amet, consectetur adipiscing elit, sed do eiusmod tempor incididunt ut labore et dolore magna aliqua. Ut enim ad minim veniam, quis nostrud exercitation ullamco laboris nisi ut aliquip ex ea commodo consequat. Duis aute irure dolor in reprehenderit in voluptate velit esse cillum dolore eu fugiat nulla pariatur. Lorem ipsum dolor sit amet, consectetur adipiscing elit, sed do eiusmod tempor incididunt ut labore et dolore magna aliqua. Ut enim ad minim veniam, quis nostrud exercitation ullamco laboris nisi ut aliquip ex ea commodo consequat. Duis aute irure dolor in reprehenderit in voluptate velit esse cillum dolore eu fugiat nulla pariatur. Lorem ipsum dolor sit amet, consectetur adipiscing elit, sed do eiusmod tempor incididunt ut labore et dolore magna aliqua. Ut enim ad minim veniam, quis nostrud exercitation ullamco laboris nisi ut aliquip ex ea commodo consequat. Duis aute irure dolor in reprehenderit in voluptate velit esse cillum dolore eu fugiat nulla pariatur. Lorem ipsum dolor sit amet, consectetur adipiscing elit, sed do eiusmod tempor incididunt ut labore et dolore magna aliqua. Ut enim ad minim veniam, quis nostrud exercitation ullamco laboris nisi ut aliquip ex ea commodo consequat. Duis aute irure dolor in reprehenderit in voluptate velit esse cillum dolore eu fugiat nulla pariatur. xyxy=(716,660,904,2202)
ad-seller: A. J. WALKER & SON, TRURO, N. S. xyxy=(1126,1373,1219,1391)
next-page-edge xyxy=(1392,82,1521,2406)
paragraph: ism, and is not based on rationalism, I hope to show later on. xyxy=(520,144,708,165)
credit: —Presbyterian Review. xyxy=(1003,1593,1099,1603)
column-3 xyxy=(520,144,708,1989)
next-page-note: (Condensed from P xyxy=(1406,270,1500,281)
ad-text: IS ONE OF THE Best Family Flours made in Canada xyxy=(1112,1201,1372,1230)
ad-text: The above house is centrally situated, corner ARGYLE and PRINCE STS. Lighted by Electricity. Well served table, and nice comfortable rooms. Mrs. M. E. MARGESON. Telephone 785. xyxy=(1116,205,1367,246)
ad-subtitle: Barristers, Solicitors, Notaries, &c. xyxy=(1160,691,1323,701)
ad-address: 28 to 32 Germain St., xyxy=(1166,360,1317,374)
column-1 xyxy=(129,144,317,2253)
ad-jmcc-snow xyxy=(1107,1249,1377,1333)
ad-seller: A. J. WALKER & CO., KENTVILLE, N. S. xyxy=(1260,1373,1349,1391)
paragraph: The man who is empty himself cannot fill others. The professed Christian who can hardly stand up on his feet is not likely to do much effective work in his Master's vineyard. How can the poor brother who is trying to keep his farthing candle from being blown out, show how he so "shine as to glorify God," and to be an illuminator to guide other people to the Saviour? xyxy=(716,175,904,267)
ad-title: JAS. C. MOODY, M. D., xyxy=(1152,908,1332,925)
ad-location: SAINT JOHN, N. B. xyxy=(1202,888,1282,897)
paragraph: My object is first, to show what Biblical Criticism, particularly the Higher Criticism, is; secondly, to make it evident that critical research is legitimate Biblical science, and hence that it is not only to be welcomed and encouraged, but that it is obligatory upon the Christian scholar; thirdly, to state certain principles that condition and regulate critical research; in other words, the criteria of legitimate Biblical criticism. xyxy=(129,409,317,511)
paragraph: No Christian pastor should be discouraged by temporary failure. His Master suffered from that more than ever he can. xyxy=(520,1552,708,1593)
ad-address: Princess Street, xyxy=(1208,772,1275,782)
ad-title: C. W. BRADLEY, xyxy=(1130,602,1353,631)
ad-text: Money invested on Real Estate Security. Collections made in all parts of Canada. xyxy=(1115,712,1368,733)
